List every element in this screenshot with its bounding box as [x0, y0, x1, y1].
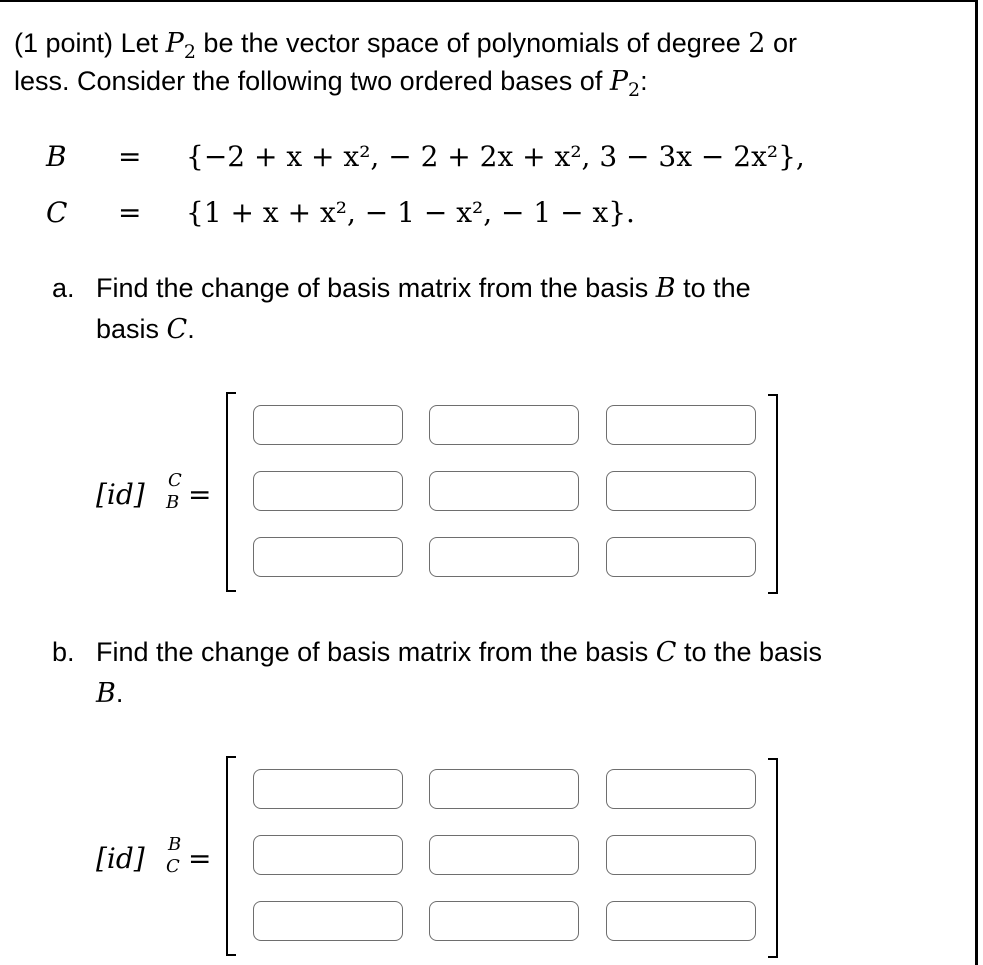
matrix-a-cell-2-1[interactable]: [253, 471, 403, 511]
matrix-a-cell-2-3[interactable]: [606, 471, 756, 511]
matrix-a-cell-3-3[interactable]: [606, 537, 756, 577]
part-a-prompt: [52, 268, 962, 352]
matrix-a-cell-1-3[interactable]: [606, 405, 756, 445]
matrix-a-right-bracket: [768, 394, 778, 594]
part-a-to-symbol: C: [166, 314, 188, 345]
matrix-a-left-bracket: [226, 392, 236, 592]
matrix-a-cell-1-1[interactable]: [253, 405, 403, 445]
part-a-from-symbol: B: [655, 273, 676, 304]
matrix-b-cell-1-2[interactable]: [429, 769, 579, 809]
part-b-text-3: .: [115, 678, 124, 708]
matrix-b-left-bracket: [226, 756, 236, 956]
part-b-text-1: Find the change of basis matrix from the basis: [96, 637, 649, 667]
matrix-b-cell-2-1[interactable]: [253, 835, 403, 875]
matrix-b-cell-2-2[interactable]: [429, 835, 579, 875]
matrix-a-cell-3-2[interactable]: [429, 537, 579, 577]
equals-sign: =: [118, 140, 142, 173]
matrix-b-cell-1-1[interactable]: [253, 769, 403, 809]
matrix-b-label: [96, 834, 212, 877]
equals-sign: =: [118, 196, 142, 229]
id-operator: [id]: [96, 478, 145, 511]
basis-C-symbol: C: [46, 196, 68, 229]
part-b-prompt: [52, 632, 962, 716]
part-b-from-symbol: C: [655, 637, 677, 668]
space-symbol: P: [609, 66, 629, 97]
part-a-text-3: basis: [96, 314, 160, 344]
equals-sign: =: [188, 478, 212, 511]
matrix-a-cell-1-2[interactable]: [429, 405, 579, 445]
part-b-text: [96, 632, 962, 714]
matrix-b-superscript: B: [168, 834, 182, 855]
part-b-to-symbol: B: [96, 678, 116, 709]
basis-B-symbol: B: [46, 140, 67, 173]
part-b-text-2: to the basis: [683, 637, 823, 667]
part-a-text: [96, 268, 962, 350]
matrix-a-superscript: C: [168, 470, 182, 491]
intro-text: or: [772, 28, 797, 58]
basis-C-set: {1 + x + x², − 1 − x², − 1 − x}.: [186, 196, 635, 229]
matrix-b-cell-1-3[interactable]: [606, 769, 756, 809]
id-operator: [id]: [96, 842, 145, 875]
part-a-letter: a.: [52, 273, 75, 303]
intro-text: Let: [120, 28, 159, 58]
matrix-b-cell-2-3[interactable]: [606, 835, 756, 875]
intro-line-2: [14, 62, 964, 100]
matrix-b-subscript: C: [166, 856, 180, 877]
matrix-a-label: [96, 470, 212, 513]
intro-colon: :: [640, 66, 648, 96]
matrix-b-cell-3-1[interactable]: [253, 901, 403, 941]
matrix-b-right-bracket: [768, 758, 778, 958]
matrix-b-cell-3-2[interactable]: [429, 901, 579, 941]
intro-text: less. Consider the following two ordered bases of: [14, 66, 603, 96]
intro-line-1: [14, 24, 964, 62]
space-subscript: 2: [628, 79, 641, 101]
matrix-a-cell-3-1[interactable]: [253, 537, 403, 577]
basis-B-set: {−2 + x + x², − 2 + 2x + x², 3 − 3x − 2x²},: [186, 140, 805, 173]
part-a-text-1: Find the change of basis matrix from the basis: [96, 273, 649, 303]
problem-intro: [14, 24, 964, 100]
intro-text: be the vector space of polynomials of degree: [203, 28, 741, 58]
matrix-a-subscript: B: [166, 492, 180, 513]
matrix-a-cell-2-2[interactable]: [429, 471, 579, 511]
space-subscript: 2: [183, 41, 196, 63]
degree-value: 2: [748, 28, 766, 59]
part-a-text-2: to the: [683, 273, 751, 303]
part-b-letter: b.: [52, 637, 75, 667]
part-a-text-4: .: [187, 314, 195, 344]
points-label: (1 point): [14, 28, 114, 58]
space-symbol: P: [165, 28, 184, 59]
matrix-b-cell-3-3[interactable]: [606, 901, 756, 941]
equals-sign: =: [188, 842, 212, 875]
